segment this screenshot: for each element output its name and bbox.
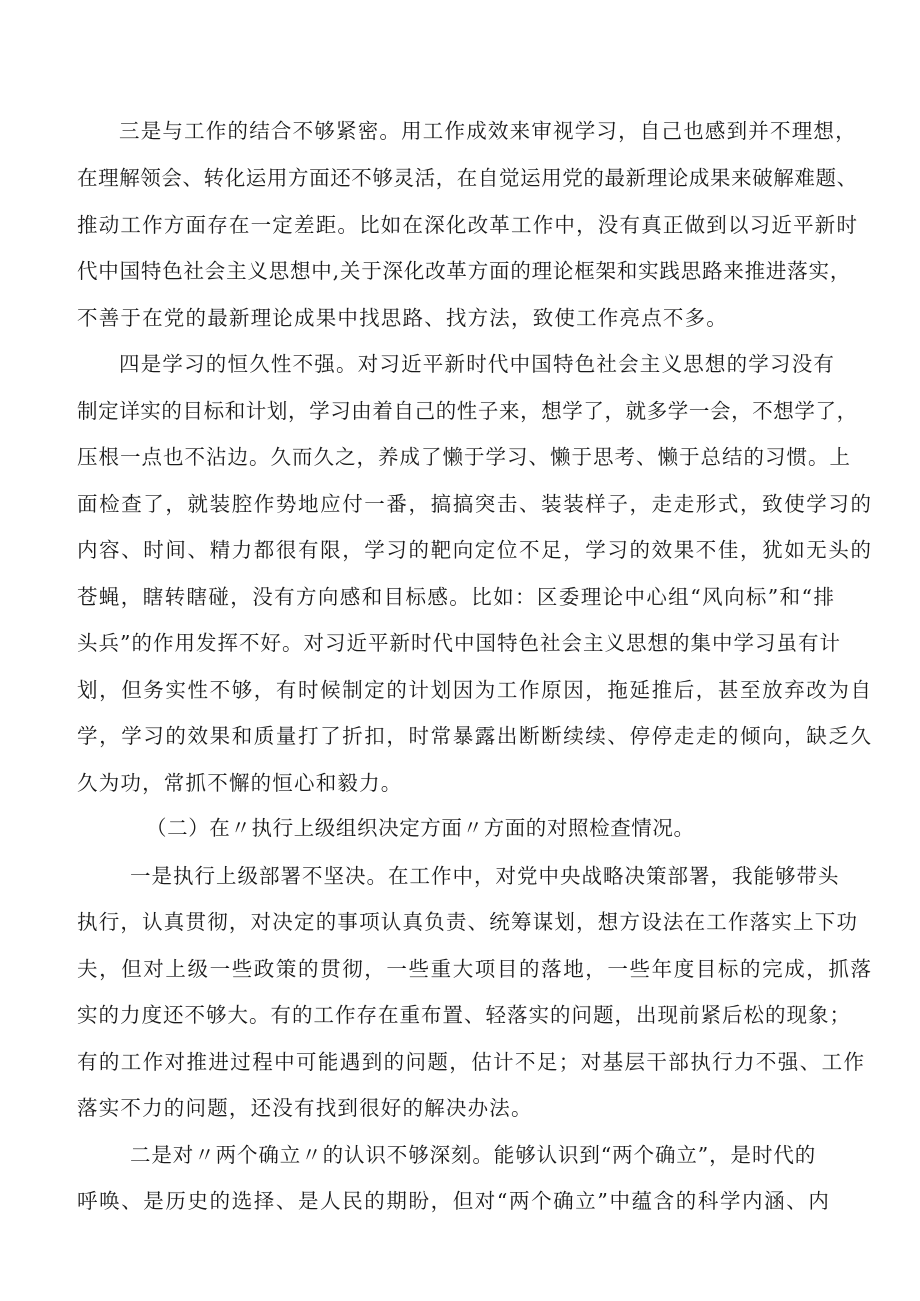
text-line: 落实不力的问题，还没有找到很好的解决办法。 — [77, 1096, 533, 1120]
text-line: 头兵”的作用发挥不好。对习近平新时代中国特色社会主义思想的集中学习虽有计 — [77, 631, 841, 655]
text-line: 压根一点也不沾边。久而久之，养成了懒于学习、懒于思考、懒于总结的习惯。上 — [77, 445, 851, 469]
text-line: 在理解领会、转化运用方面还不够灵活，在自觉运用党的最新理论成果来破解难题、 — [77, 166, 858, 190]
text-line: 学，学习的效果和质量打了折扣，时常暴露出断断续续、停停走走的倾向，缺乏久 — [77, 724, 873, 748]
text-line: 制定详实的目标和计划，学习由着自己的性子来，想学了，就多学一会，不想学了， — [77, 399, 858, 423]
text-line: 三是与工作的结合不够紧密。用工作成效来审视学习，自己也感到并不理想， — [119, 119, 857, 143]
text-line: 推动工作方面存在一定差距。比如在深化改革工作中，没有真正做到以习近平新时 — [77, 213, 859, 237]
text-line: 内容、时间、精力都很有限，学习的靶向定位不足，学习的效果不佳，犹如无头的 — [77, 538, 873, 562]
text-line: 呼唤、是历史的选择、是人民的期盼，但对“两个确立”中蕴含的科学内涵、内 — [77, 1189, 831, 1213]
section-heading: （二）在〃执行上级组织决定方面〃方面的对照检查情况。 — [146, 816, 695, 840]
text-line: 代中国特色社会主义思想中,关于深化改革方面的理论框架和实践思路来推进落实， — [77, 259, 852, 283]
text-line: 实的力度还不够大。有的工作存在重布置、轻落实的问题，出现前紧后松的现象； — [77, 1003, 851, 1027]
text-line: 一是执行上级部署不坚决。在工作中，对党中央战略决策部署，我能够带头 — [130, 864, 840, 888]
text-line: 四是学习的恒久性不强。对习近平新时代中国特色社会主义思想的学习没有 — [119, 352, 836, 376]
text-line: 二是对〃两个确立〃的认识不够深刻。能够认识到“两个确立”，是时代的 — [130, 1143, 817, 1167]
text-line: 划，但务实性不够，有时候制定的计划因为工作原因，拖延推后，甚至放弃改为自 — [77, 678, 873, 702]
text-line: 有的工作对推进过程中可能遇到的问题，估计不足；对基层干部执行力不强、工作 — [77, 1050, 866, 1074]
text-line: 夫，但对上级一些政策的贯彻，一些重大项目的落地，一些年度目标的完成，抓落 — [77, 957, 873, 981]
text-line: 执行，认真贯彻，对决定的事项认真负责、统筹谋划，想方设法在工作落实上下功 — [77, 910, 859, 934]
text-line: 久为功，常抓不懈的恒心和毅力。 — [77, 771, 403, 795]
text-line: 苍蝇，瞎转瞎碰，没有方向感和目标感。比如：区委理论中心组“风向标”和“排 — [77, 585, 836, 609]
text-line: 不善于在党的最新理论成果中找思路、找方法，致使工作亮点不多。 — [77, 306, 728, 330]
text-line: 面检查了，就装腔作势地应付一番，搞搞突击、装装样子，走走形式，致使学习的 — [77, 492, 873, 516]
